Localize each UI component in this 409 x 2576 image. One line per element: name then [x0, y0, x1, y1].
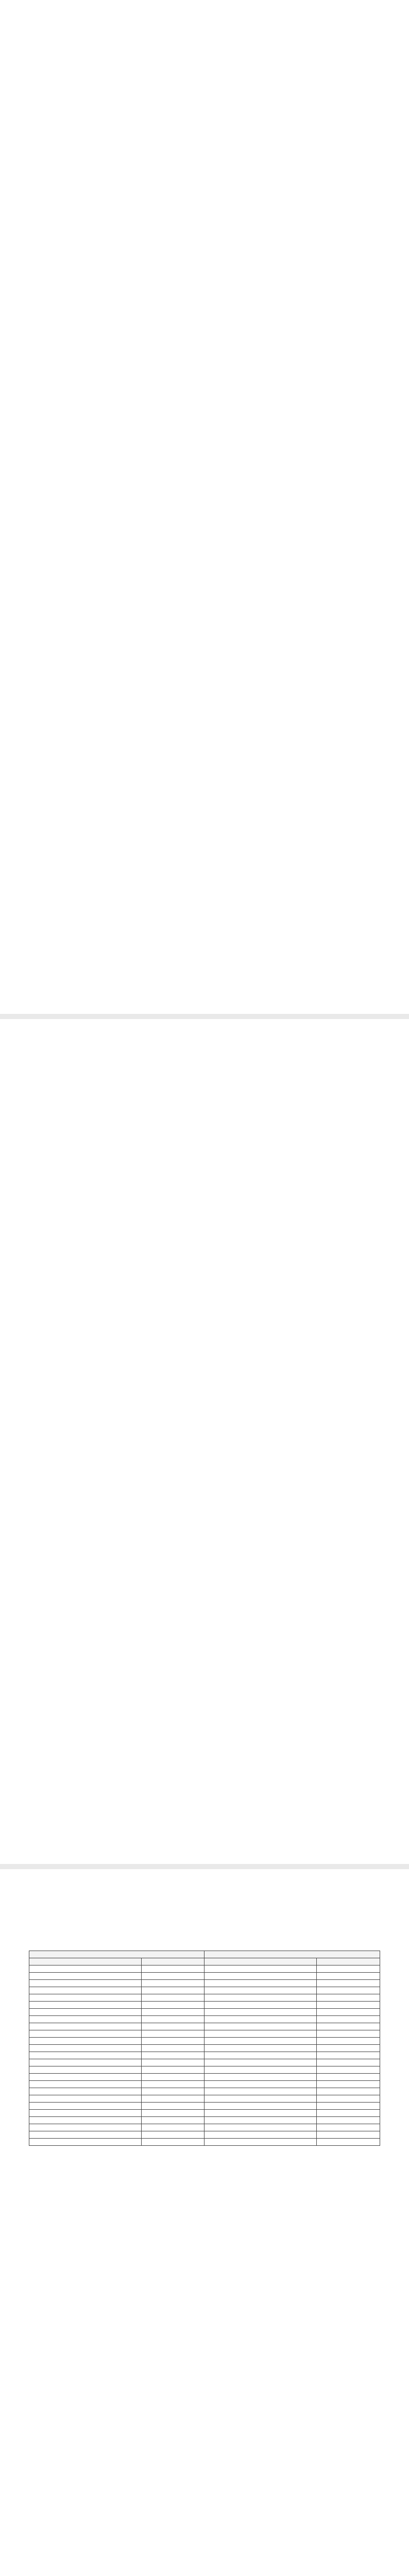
income-amount-cell [141, 2023, 204, 2030]
income-item-cell [29, 2081, 142, 2088]
table-row [29, 2002, 380, 2009]
toc-item-link[interactable] [81, 661, 339, 669]
income-amount-cell [141, 2066, 204, 2074]
toc-item-link[interactable] [81, 741, 339, 749]
toc-item-link[interactable] [81, 725, 339, 733]
table-row [29, 2081, 380, 2088]
table-row [29, 2016, 380, 2023]
table-row [29, 2131, 380, 2139]
income-item-cell [29, 1980, 142, 1987]
expense-amount-cell [317, 2023, 380, 2030]
table-row [29, 2023, 380, 2030]
expense-amount-cell [317, 1994, 380, 2002]
expense-item-cell [204, 2016, 317, 2023]
expense-amount-cell [317, 2110, 380, 2117]
expense-amount-cell [317, 2009, 380, 2016]
expense-amount-cell [317, 2038, 380, 2045]
income-amount-cell [141, 1994, 204, 2002]
income-header [29, 1951, 204, 1958]
toc-item-link[interactable] [81, 897, 339, 905]
expense-item-cell [204, 1965, 317, 1973]
expense-item-cell [204, 2110, 317, 2117]
income-item-cell [29, 1965, 142, 1973]
income-amount-cell [141, 2002, 204, 2009]
table-row [29, 2045, 380, 2052]
expense-item-cell [204, 2081, 317, 2088]
table-row [29, 2038, 380, 2045]
table-row [29, 1994, 380, 2002]
expense-amount-cell [317, 2131, 380, 2139]
income-item-cell [29, 1987, 142, 1994]
toc-item-link[interactable] [81, 773, 339, 781]
table-row [29, 2030, 380, 2038]
expense-item-cell [204, 2045, 317, 2052]
toc-item-link[interactable] [81, 629, 339, 637]
income-amount-cell [141, 2117, 204, 2124]
toc-item-link[interactable] [81, 837, 339, 844]
toc-item-link[interactable] [81, 881, 339, 889]
expense-item-cell [204, 1973, 317, 1980]
table-row [29, 2088, 380, 2095]
expense-amount-cell [317, 1973, 380, 1980]
expense-item-cell [204, 2131, 317, 2139]
expense-item-cell [204, 2088, 317, 2095]
page-cover-toc [0, 0, 409, 1014]
expense-item-cell [204, 2139, 317, 2146]
income-item-cell [29, 2002, 142, 2009]
income-amount-cell [141, 1980, 204, 1987]
expense-amount-cell [317, 2103, 380, 2110]
expense-item-cell [204, 2074, 317, 2081]
table-row [29, 2009, 380, 2016]
toc-item-link[interactable] [81, 645, 339, 653]
table-row [29, 2052, 380, 2059]
expense-item-header [204, 1958, 317, 1965]
toc-item-link[interactable] [81, 789, 339, 796]
expense-amount-cell [317, 2066, 380, 2074]
income-item-cell [29, 2052, 142, 2059]
toc-part-link[interactable] [81, 929, 339, 937]
expense-amount-cell [317, 1980, 380, 1987]
income-item-cell [29, 1994, 142, 2002]
expense-item-cell [204, 1980, 317, 1987]
expense-item-cell [204, 1987, 317, 1994]
expense-item-cell [204, 2052, 317, 2059]
expense-item-cell [204, 1994, 317, 2002]
table-row [29, 2139, 380, 2146]
expense-amount-cell [317, 2095, 380, 2103]
page-gap [0, 1014, 409, 1019]
expense-item-cell [204, 2124, 317, 2131]
table-row [29, 1973, 380, 1980]
expense-amount-header [317, 1958, 380, 1965]
income-item-cell [29, 2110, 142, 2117]
expense-item-cell [204, 2038, 317, 2045]
expense-item-cell [204, 2009, 317, 2016]
income-item-cell [29, 2124, 142, 2131]
income-item-cell [29, 1973, 142, 1980]
income-item-cell [29, 2088, 142, 2095]
expense-amount-cell [317, 2074, 380, 2081]
income-item-cell [29, 2095, 142, 2103]
expense-amount-cell [317, 1965, 380, 1973]
toc-part-link[interactable] [81, 613, 339, 621]
income-amount-cell [141, 2074, 204, 2081]
income-item-cell [29, 2117, 142, 2124]
expense-item-cell [204, 2117, 317, 2124]
expense-amount-cell [317, 2016, 380, 2023]
toc-item-link[interactable] [81, 913, 339, 921]
table-row [29, 2117, 380, 2124]
expense-amount-cell [317, 2081, 380, 2088]
income-item-cell [29, 2023, 142, 2030]
expense-item-cell [204, 2030, 317, 2038]
income-amount-cell [141, 2095, 204, 2103]
income-amount-cell [141, 2045, 204, 2052]
table-row [29, 1987, 380, 1994]
table-row [29, 2095, 380, 2103]
table-row [29, 2103, 380, 2110]
expense-item-cell [204, 2002, 317, 2009]
income-amount-cell [141, 1987, 204, 1994]
toc-item-link[interactable] [81, 821, 339, 828]
table-row [29, 2059, 380, 2066]
toc-item-link[interactable] [81, 853, 339, 860]
toc-item-link[interactable] [81, 581, 339, 589]
income-amount-cell [141, 2016, 204, 2023]
income-amount-cell [141, 2088, 204, 2095]
table-row [29, 1980, 380, 1987]
income-amount-cell [141, 2059, 204, 2066]
expense-amount-cell [317, 2002, 380, 2009]
expense-item-cell [204, 2023, 317, 2030]
page-part1 [0, 1019, 409, 1864]
income-item-cell [29, 2030, 142, 2038]
income-item-header [29, 1958, 142, 1965]
expense-amount-cell [317, 2139, 380, 2146]
income-amount-cell [141, 2110, 204, 2117]
income-item-cell [29, 2038, 142, 2045]
expense-amount-cell [317, 2030, 380, 2038]
expense-amount-cell [317, 1987, 380, 1994]
income-item-cell [29, 2045, 142, 2052]
expense-header [204, 1951, 380, 1958]
expense-amount-cell [317, 2045, 380, 2052]
expense-item-cell [204, 2066, 317, 2074]
table-row [29, 1965, 380, 1973]
income-amount-cell [141, 2081, 204, 2088]
page-gap [0, 1864, 409, 1869]
toc-item-link[interactable] [81, 677, 339, 685]
income-item-cell [29, 2103, 142, 2110]
toc-item-link[interactable] [81, 709, 339, 717]
income-item-cell [29, 2059, 142, 2066]
income-amount-cell [141, 2139, 204, 2146]
income-item-cell [29, 2066, 142, 2074]
table-row [29, 2124, 380, 2131]
expense-amount-cell [317, 2124, 380, 2131]
expense-amount-cell [317, 2059, 380, 2066]
income-item-cell [29, 2016, 142, 2023]
expense-item-cell [204, 2103, 317, 2110]
table-row [29, 2074, 380, 2081]
page-part2 [0, 1869, 409, 2576]
table-row [29, 2066, 380, 2074]
toc-item-link[interactable] [81, 597, 339, 605]
income-item-cell [29, 2139, 142, 2146]
income-amount-cell [141, 2052, 204, 2059]
expense-amount-cell [317, 2052, 380, 2059]
income-item-cell [29, 2074, 142, 2081]
income-item-cell [29, 2009, 142, 2016]
toc-part-link[interactable] [81, 565, 339, 573]
table-of-contents [81, 565, 339, 945]
income-amount-cell [141, 2131, 204, 2139]
income-amount-cell [141, 2103, 204, 2110]
toc-item-link[interactable] [81, 693, 339, 701]
income-amount-cell [141, 2030, 204, 2038]
budget-summary-table [29, 1951, 380, 2146]
income-amount-cell [141, 2124, 204, 2131]
expense-amount-cell [317, 2117, 380, 2124]
income-amount-cell [141, 1965, 204, 1973]
expense-item-cell [204, 2059, 317, 2066]
toc-item-link[interactable] [81, 757, 339, 765]
budget-table-body [29, 1965, 380, 2146]
expense-item-cell [204, 2095, 317, 2103]
income-amount-cell [141, 1973, 204, 1980]
income-amount-cell [141, 2009, 204, 2016]
income-item-cell [29, 2131, 142, 2139]
income-amount-header [141, 1958, 204, 1965]
table-row [29, 2110, 380, 2117]
expense-amount-cell [317, 2088, 380, 2095]
toc-part-link[interactable] [81, 805, 339, 812]
income-amount-cell [141, 2038, 204, 2045]
